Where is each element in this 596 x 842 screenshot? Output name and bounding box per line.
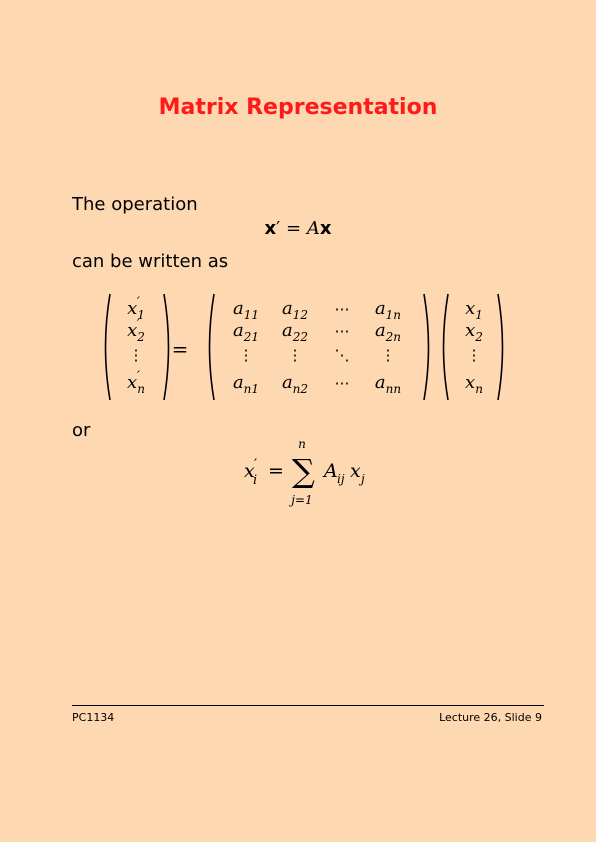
matrix-entry: $a_{11}$ <box>232 298 260 322</box>
term-A-sub: ij <box>337 472 345 486</box>
equals-sign: = <box>286 218 302 239</box>
matrix-entry: ⋯ <box>334 300 350 318</box>
footer-rule <box>72 705 544 706</box>
term-A: A <box>324 460 338 482</box>
rhs-entry: $x_1$ <box>465 298 483 322</box>
lhs-entry: $x_1'$ <box>127 295 145 322</box>
matrix-entry: ⋯ <box>334 322 350 340</box>
rhs-entry: ⋮ <box>466 346 482 364</box>
prime-mark: ′ <box>276 218 281 239</box>
rhs-entry: $x_n$ <box>465 372 483 396</box>
left-paren <box>444 294 449 400</box>
summation-equation <box>240 440 400 510</box>
left-paren <box>210 294 215 400</box>
right-paren <box>498 294 503 400</box>
right-paren <box>424 294 429 400</box>
equation-x-prime-equals-Ax <box>0 218 596 239</box>
lhs-column-vector <box>127 295 145 396</box>
lhs-entry: ⋮ <box>128 346 144 364</box>
matrix-equals-sign: = <box>171 337 189 361</box>
matrix-entry: $a_{n1}$ <box>232 372 260 396</box>
matrix-entry: $a_{12}$ <box>281 298 309 322</box>
footer-lecture: Lecture 26, Slide 9 <box>439 711 542 724</box>
matrix-entry: $a_{1n}$ <box>374 298 402 322</box>
matrix-entry: $a_{n2}$ <box>281 372 309 396</box>
lhs-entry: $x_2'$ <box>127 317 145 344</box>
rhs-entry: $x_2$ <box>465 320 483 344</box>
sum-lower-limit: j=1 <box>291 493 313 507</box>
matrix-A: A <box>306 218 320 239</box>
sum-symbol: ∑ <box>292 452 315 490</box>
lhs-vector-x: x <box>264 218 277 239</box>
lhs-x: x <box>244 460 255 482</box>
lhs-prime: ′ <box>254 457 258 473</box>
term-x: x <box>350 460 361 482</box>
rhs-vector-x: x <box>319 218 332 239</box>
matrix-entry: $a_{21}$ <box>232 320 260 344</box>
middle-text: can be written as <box>72 251 229 272</box>
matrix-entry: ⋮ <box>380 346 396 364</box>
matrix-entry: $a_{2n}$ <box>374 320 402 344</box>
lhs-entry: $x_n'$ <box>127 369 145 396</box>
matrix-entry: ⋮ <box>238 346 254 364</box>
lhs-sub-i: i <box>253 473 258 488</box>
matrix-entry: ⋱ <box>334 346 350 364</box>
right-paren <box>164 294 169 400</box>
matrix-entry: ⋮ <box>287 346 303 364</box>
coefficient-matrix <box>233 298 401 396</box>
or-text: or <box>72 420 91 441</box>
term-x-sub: j <box>361 472 365 486</box>
footer-course: PC1134 <box>72 711 115 724</box>
matrix-entry: $a_{22}$ <box>281 320 309 344</box>
left-paren <box>106 294 111 400</box>
intro-text: The operation <box>72 194 198 215</box>
matrix-equation <box>92 290 532 410</box>
slide-title: Matrix Representation <box>158 95 438 120</box>
matrix-entry: $a_{nn}$ <box>374 372 402 396</box>
rhs-column-vector <box>465 298 483 396</box>
sum-upper-limit: n <box>298 440 306 451</box>
equals-sign: = <box>268 460 284 482</box>
matrix-entry: ⋯ <box>334 374 350 392</box>
